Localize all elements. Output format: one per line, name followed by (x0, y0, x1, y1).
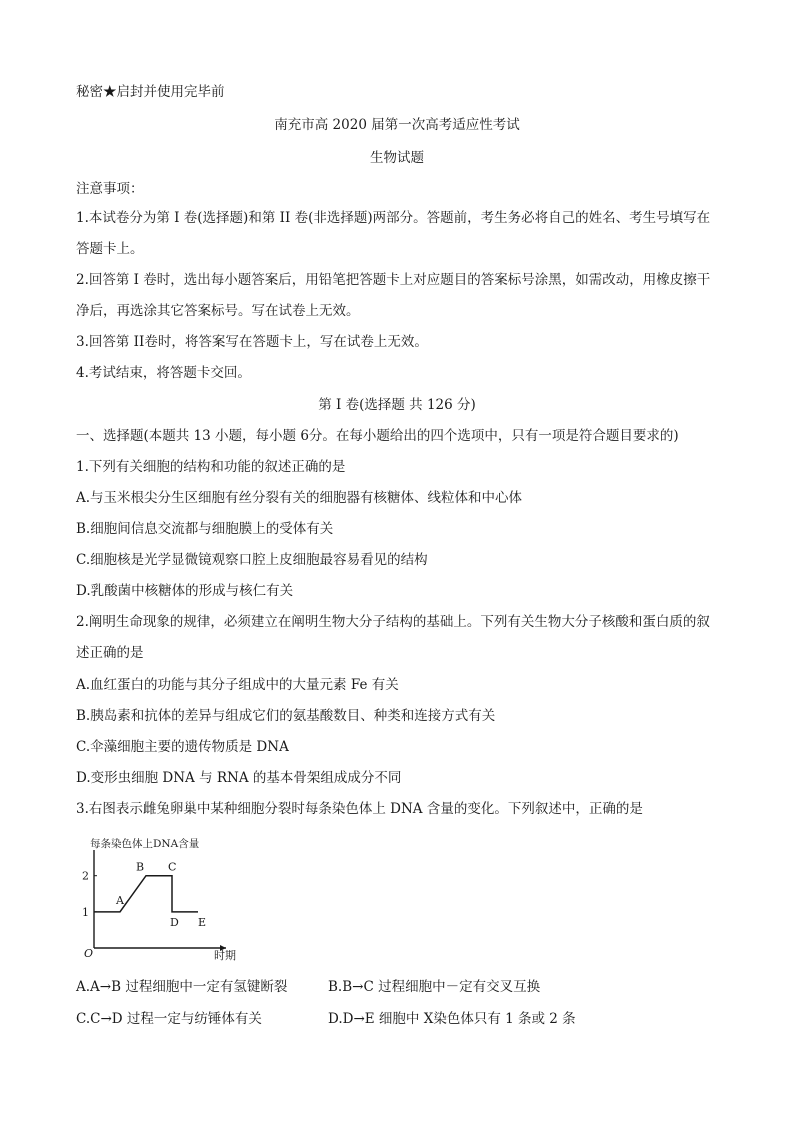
q1-option-d: D.乳酸菌中核糖体的形成与核仁有关 (76, 583, 294, 599)
q3-option-c: C.C→D 过程一定与纺锤体有关 (76, 1011, 262, 1027)
note-2-line-1: 2.回答第 I 卷时，选出每小题答案后，用铅笔把答题卡上对应题目的答案标号涂黑，如需改动，用橡皮擦干 (76, 272, 711, 288)
q1-option-a: A.与玉米根尖分生区细胞有丝分裂有关的细胞器有核糖体、线粒体和中心体 (76, 490, 523, 506)
chart-origin-label: O (84, 947, 94, 960)
note-2-line-2: 净后，再选涂其它答案标号。写在试卷上无效。 (76, 303, 360, 319)
q2-option-c: C.伞藻细胞主要的遗传物质是 DNA (76, 739, 289, 755)
confidential-label: 秘密★启封并使用完毕前 (76, 84, 225, 100)
chart-series-line (94, 876, 198, 912)
q2-stem-line-1: 2.阐明生命现象的规律，必须建立在阐明生物大分子结构的基础上。下列有关生物大分子核酸和蛋白质的叙 (76, 614, 710, 630)
q3-option-a: A.A→B 过程细胞中一定有氢键断裂 (76, 979, 288, 995)
chart-point-label: E (198, 915, 207, 929)
note-1-line-1: 1.本试卷分为第 I 卷(选择题)和第 II 卷(非选择题)两部分。答题前，考生务必将自己的姓名、考生号填写在 (76, 210, 711, 226)
chart-point-label: A (116, 893, 124, 907)
q2-option-b: B.胰岛素和抗体的差异与组成它们的氨基酸数目、种类和连接方式有关 (76, 708, 496, 724)
section-title: 第 I 卷(选择题 共 126 分) (318, 397, 476, 413)
subject-title: 生物试题 (370, 150, 424, 166)
exam-title: 南充市高 2020 届第一次高考适应性考试 (274, 117, 520, 133)
chart-point-label: B (136, 860, 145, 874)
q3-option-b: B.B→C 过程细胞中－定有交叉互换 (328, 979, 541, 995)
note-3: 3.回答第 II卷时，将答案写在答题卡上，写在试卷上无效。 (76, 334, 428, 350)
chart-axes (82, 850, 226, 951)
dna-content-chart (76, 832, 256, 967)
chart-point-label: C (168, 860, 177, 874)
chart-y-tick-label: 2 (82, 869, 89, 883)
note-4: 4.考试结束，将答题卡交回。 (76, 365, 251, 381)
chart-y-tick-label: 1 (82, 905, 89, 919)
q2-option-a: A.血红蛋白的功能与其分子组成中的大量元素 Fe 有关 (76, 677, 399, 693)
chart-x-axis-label: 时期 (214, 949, 236, 962)
section-instruction: 一、选择题(本题共 13 小题，每小题 6分。在每小题给出的四个选项中，只有一项是符合题目要求的) (76, 428, 679, 444)
q1-option-c: C.细胞核是光学显微镜观察口腔上皮细胞最容易看见的结构 (76, 552, 428, 568)
notes-title: 注意事项： (76, 181, 144, 197)
q1-option-b: B.细胞间信息交流都与细胞膜上的受体有关 (76, 521, 334, 537)
q2-option-d: D.变形虫细胞 DNA 与 RNA 的基本骨架组成成分不同 (76, 770, 402, 786)
q2-stem-line-2: 述正确的是 (76, 645, 144, 661)
chart-point-label: D (170, 915, 179, 929)
q3-option-d: D.D→E 细胞中 X染色体只有 1 条或 2 条 (328, 1011, 576, 1027)
chart-y-axis-label: 每条染色体上DNA含量 (90, 838, 200, 850)
note-1-line-2: 答题卡上。 (76, 241, 144, 257)
q1-stem: 1.下列有关细胞的结构和功能的叙述正确的是 (76, 459, 346, 475)
chart-marks (94, 861, 206, 929)
q3-stem: 3.右图表示雌兔卵巢中某种细胞分裂时每条染色体上 DNA 含量的变化。下列叙述中，正确的是 (76, 801, 643, 817)
